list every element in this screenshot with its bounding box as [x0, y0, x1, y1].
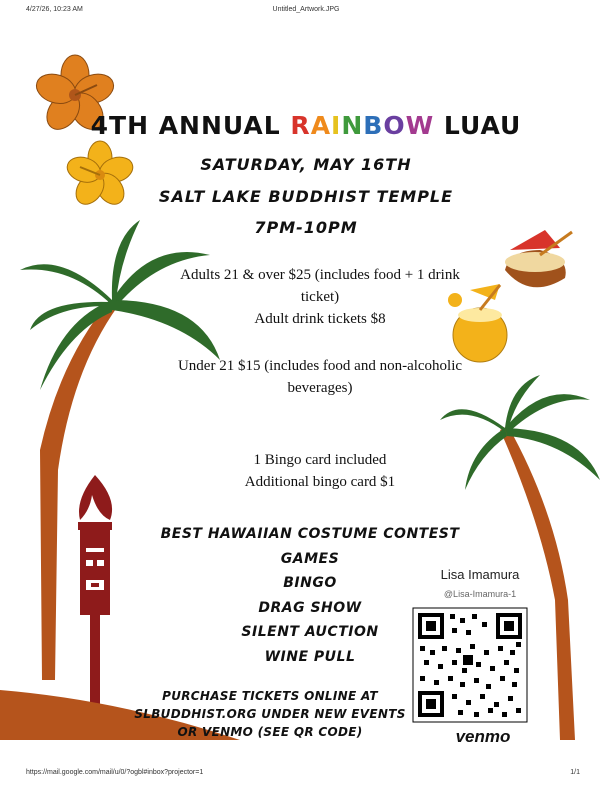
event-item: BEST HAWAIIAN COSTUME CONTEST: [160, 526, 460, 542]
print-url: https://mail.google.com/mail/u/0/?ogbl#inbox?projector=1: [26, 769, 204, 776]
venmo-logo: venmo: [455, 727, 511, 746]
event-item: BINGO: [283, 575, 337, 591]
purchase-info: [110, 687, 430, 741]
print-filename: Untitled_Artwork.JPG: [272, 6, 340, 13]
bingo-additional: Additional bingo card $1: [244, 474, 396, 490]
rainbow-letter: R: [290, 111, 311, 140]
event-venue: SALT LAKE BUDDHIST TEMPLE: [158, 187, 454, 206]
price-drink-tickets: Adult drink tickets $8: [254, 311, 386, 327]
purchase-line: OR VENMO (SEE QR CODE): [177, 725, 363, 739]
title-rainbow-word: [290, 111, 434, 140]
event-item: WINE PULL: [264, 648, 356, 665]
event-item: GAMES: [280, 550, 340, 567]
price-adults: Adults 21 & over $25 (includes food + 1 drink ticket): [180, 267, 460, 305]
title-prefix: 4TH ANNUAL: [90, 111, 291, 140]
event-time: 7PM-10PM: [254, 218, 358, 237]
print-page-number: 1/1: [570, 769, 580, 776]
purchase-line: SLBUDDHIST.ORG UNDER NEW EVENTS: [134, 707, 406, 721]
bingo-included: 1 Bingo card included: [253, 452, 387, 468]
bingo-info: [170, 449, 470, 493]
rainbow-letter: B: [363, 111, 384, 140]
event-date: SATURDAY, MAY 16TH: [200, 155, 412, 174]
rainbow-letter: O: [383, 111, 406, 140]
venmo-handle: @Lisa-Imamura-1: [443, 589, 517, 599]
event-item: DRAG SHOW: [258, 599, 362, 616]
rainbow-letter: A: [310, 111, 332, 140]
venmo-name: Lisa Imamura: [440, 567, 520, 582]
coconut-drink-icon: [505, 230, 572, 287]
title-suffix: LUAU: [434, 111, 522, 140]
purchase-line: PURCHASE TICKETS ONLINE AT: [162, 689, 378, 703]
rainbow-letter: N: [341, 111, 364, 140]
event-item: SILENT AUCTION: [241, 624, 379, 640]
flyer-title: [0, 111, 612, 140]
rainbow-letter: I: [331, 111, 342, 140]
price-under-21: Under 21 $15 (includes food and non-alcoholic beverages): [177, 358, 463, 396]
rainbow-letter: W: [405, 111, 435, 140]
print-datetime: 4/27/26, 10:23 AM: [26, 6, 83, 13]
tiki-torch-icon: [78, 475, 112, 735]
